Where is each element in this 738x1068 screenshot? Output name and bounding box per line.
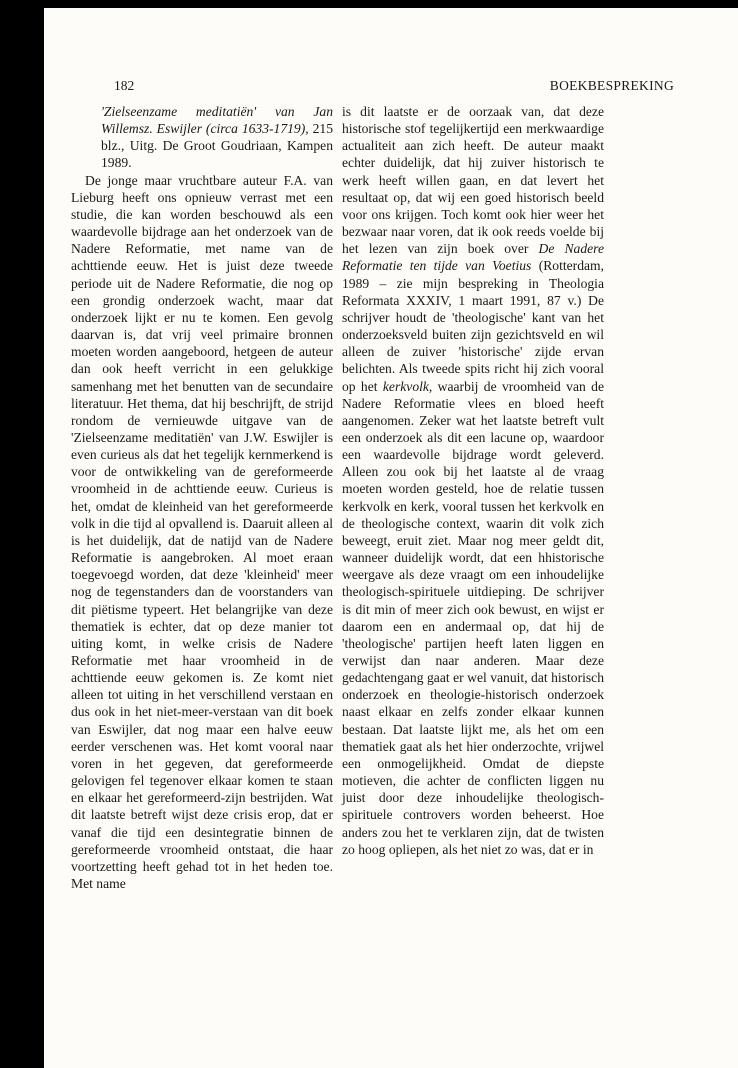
review-body-left: De jonge maar vruchtbare auteur F.A. van Lieburg heeft ons opnieuw verrast met een studie, die kan worden beschouwd als een waardevolle bijdrage aan het onderzoek van de Nadere Reformatie, met name van de achttiende eeuw. Het is juist deze tweede periode uit de Nadere Reformatie, die nog op een grondig onderzoek wacht, maar dat onderzoek lijkt er nu te komen. Een gevolg daarvan is, dat vrij veel primaire bronnen moeten worden aangeboord, hetgeen de auteur dan ook heeft verricht in een gelukkige samenhang met het benutten van de secundaire literatuur. Het thema, dat hij beschrijft, de strijd rondom de vernieuwde uitgave van de 'Zielseenzame meditatiën' van J.W. Eswijler is even curieus als dat het tegelijk kernmerkend is voor de ontwikkeling van de gereformeerde vroomheid in de achttiende eeuw. Curieus is het, omdat de kleinheid van het gereformeerde volk in die tijd al opvallend is. Daaruit alleen al is het duidelijk, dat de natijd van de Nadere Reformatie is aangebroken. Al moet eraan toegevoegd worden, dat deze 'kleinheid' meer nog de tegenstanders dan de voorstanders van dit piëtisme typeert. Het belangrijke van deze thematiek is echter, dat op deze manier tot uiting komt, in welke crisis de Nadere Reformatie met haar vroomheid in de achttiende eeuw gekomen is. Ze komt niet alleen tot uiting in het verschillend verstaan en dus ook in het niet-meer-verstaan van dit boek van Eswijler, dat nog maar een halve eeuw eerder verschenen was. Het komt vooral naar voren in het gegeven, dat gereformeerde gelovigen fel tegenover elkaar komen te staan en elkaar het gereformeerd-zijn bestrijden. Wat dit laatste betreft wijst deze crisis erop, dat er vanaf die tijd een desintegratie binnen de gereformeerde vroomheid ontstaat, die haar voortzetting heeft gehad tot in het heden toe. Met name [71, 172, 333, 892]
running-head: BOEKBESPREKING [549, 78, 674, 93]
right-text-1: is dit laatste er de oorzaak van, dat deze historische stof tegelijkertijd een merkwaardige actualiteit aan zich heeft. De auteur maakt echter duidelijk, dat hij zuiver historisch te werk heeft willen gaan, en dat levert het resultaat op, dat wij een goed historisch beeld voor ons krijgen. Toch komt ook hier weer het bezwaar naar voren, dat ik ook reeds voelde bij het lezen van zijn boek over [342, 104, 604, 257]
emphasized-term: kerkvolk, [382, 378, 433, 394]
page-header [114, 78, 674, 98]
reviewed-book-title: 'Zielseenzame meditatiën' van Jan Willemsz. Eswijler (circa 1633-1719), [101, 104, 333, 137]
bibliographic-entry [101, 103, 333, 172]
review-body-right [342, 103, 604, 858]
referenced-book-title: De Nadere Reformatie ten tijde van Voetius [342, 241, 604, 274]
page-number: 182 [114, 78, 135, 93]
right-column [342, 103, 604, 858]
right-text-2: (Rotterdam, 1989 – zie mijn bespreking in Theologia Reformata XXXIV, 1 maart 1991, 87 v.) De schrijver houdt de 'theologische' kant van het onderzoeksveld buiten zijn gezichtsveld en wil alleen de zuiver 'historische' zijde ervan belichten. Als tweede spits richt hij zich vooral op het [342, 258, 604, 394]
right-text-3: waarbij de vroomheid van de Nadere Reformatie vlees en bloed heeft aangenomen. Zeker wat het laatste betreft vult een onderzoek als dit een lacune op, waardoor een waardevolle bijdrage wordt geleverd. Alleen zou ook bij het laatste al de vraag moeten worden gesteld, hoe de relatie tussen kerkvolk en kerk, vooral tussen het kerkvolk en de theologische context, waarin dit volk zich beweegt, eruit ziet. Maar nog meer geldt dit, wanneer duidelijk wordt, dat een hhistorische weergave als deze vraagt om een inhoudelijke theologisch-spirituele uitdieping. De schrijver is dit min of meer zich ook bewust, en wijst er daarom een en andermaal op, dat hij de 'theologische' partijen heeft laten liggen en verwijst dan naar anderen. Maar deze gedachtengang gaat er wel vanuit, dat historisch onderzoek en theologie-historisch onderzoek naast elkaar en zelfs zonder elkaar kunnen bestaan. Dat laatste lijkt me, als het om een thematiek gaat als het hier onderzochte, vrijwel een onmogelijkheid. Omdat de diepste motieven, die achter de conflicten liggen nu juist door deze inhoudelijke theologisch-spirituele controvers worden beheerst. Hoe anders zou het te verklaren zijn, dat de twisten zo hoog opliepen, als het niet zo was, dat er in [342, 378, 604, 857]
left-column [71, 103, 333, 892]
publication-details: 215 blz., Uitg. De Groot Goudriaan, Kampen 1989. [101, 121, 333, 171]
